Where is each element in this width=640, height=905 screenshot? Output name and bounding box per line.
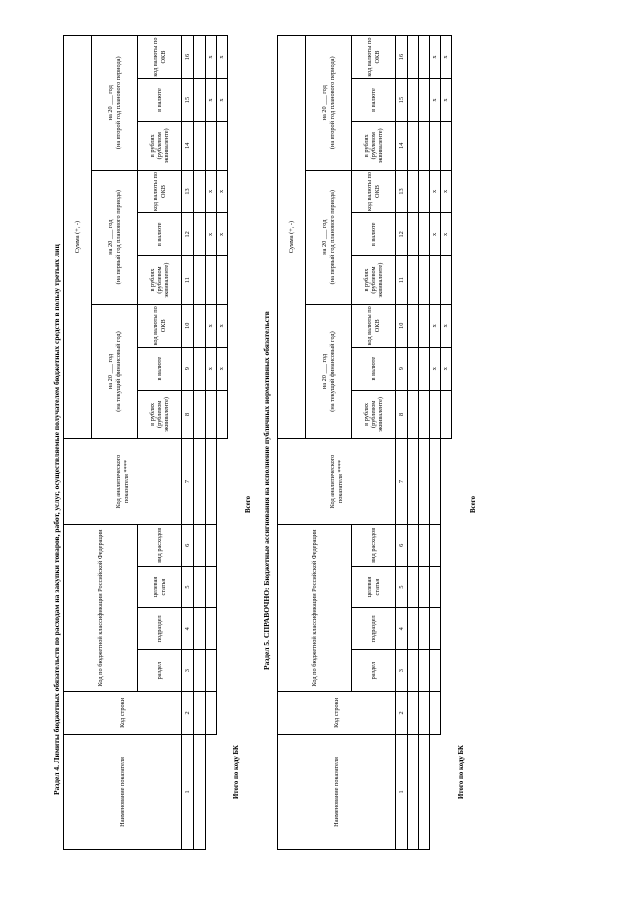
data-row (194, 36, 206, 850)
target-article-col: целевая статья (352, 566, 396, 608)
year2-header: на 20 ___ год (на второй год планового периода) (306, 36, 352, 171)
total-bk-row: x x x x x x (430, 36, 441, 850)
expense-type-col: вид расходов (352, 524, 396, 566)
subsection-col: подраздел (138, 608, 182, 650)
section-5-title: Раздел 5. СПРАВОЧНО: Бюджетные ассигнования на исполнение публичных нормативных обязательств (262, 311, 271, 670)
analytic-code-header: Код аналитического показателя **** (64, 439, 182, 525)
section-col: раздел (138, 650, 182, 692)
row-code-header: Код строки (64, 691, 182, 734)
subsection-col: подраздел (352, 608, 396, 650)
currency-col: в валюте (352, 213, 396, 256)
name-header: Наименование показателя (64, 734, 182, 849)
sum-header: Сумма (+, -) (278, 36, 306, 439)
okv-col: код валюты по ОКВ (138, 304, 182, 347)
total-all-row: x x x x x x (441, 36, 452, 850)
column-numbers-row: 1 2 3 4 5 6 7 8 9 10 11 12 13 14 15 16 (182, 36, 194, 850)
rub-col: в рублях (рублевом эквиваленте) (138, 256, 182, 305)
okv-col: код валюты по ОКВ (138, 36, 182, 79)
section-5-table (277, 35, 452, 850)
currency-col: в валюте (352, 347, 396, 390)
year2-header: на 20 ___ год (на второй год планового периода) (92, 36, 138, 171)
name-header: Наименование показателя (278, 734, 396, 849)
rub-col: в рублях (рублевом эквиваленте) (352, 390, 396, 439)
total-all-label: Всего (245, 496, 252, 513)
expense-type-col: вид расходов (138, 524, 182, 566)
section-col: раздел (352, 650, 396, 692)
year0-header: на 20 ___ год (на текущий финансовый год) (306, 304, 352, 438)
currency-col: в валюте (138, 347, 182, 390)
okv-col: код валюты по ОКВ (138, 170, 182, 213)
sum-header: Сумма (+, -) (64, 36, 92, 439)
total-all-row: x x x x x x (217, 36, 228, 850)
okv-col: код валюты по ОКВ (352, 304, 396, 347)
okv-col: код валюты по ОКВ (352, 36, 396, 79)
year1-header: на 20 ___ год (на первый год планового периода) (306, 170, 352, 304)
total-bk-label: Итого по коду БК (233, 745, 240, 799)
section-4-title: Раздел 4. Лимиты бюджетных обязательств по расходам на закупки товаров, работ, услуг, осуществляемые получателем бюджетных средств в пользу третьих лиц (52, 244, 61, 795)
rub-col: в рублях (рублевом эквиваленте) (138, 390, 182, 439)
currency-col: в валюте (352, 79, 396, 122)
data-row (408, 36, 419, 850)
total-bk-label: Итого по коду БК (458, 745, 465, 799)
okv-col: код валюты по ОКВ (352, 170, 396, 213)
section-4-table (63, 35, 228, 850)
budget-class-header: Код по бюджетной классификации Российской Федерации (278, 524, 352, 691)
rub-col: в рублях (рублевом эквиваленте) (352, 121, 396, 170)
year0-header: на 20 ___ год (на текущий финансовый год) (92, 304, 138, 438)
rub-col: в рублях (рублевом эквиваленте) (138, 121, 182, 170)
row-code-header: Код строки (278, 691, 396, 734)
budget-class-header: Код по бюджетной классификации Российской Федерации (64, 524, 138, 691)
total-all-label: Всего (470, 496, 477, 513)
year1-header: на 20 ___ год (на первый год планового периода) (92, 170, 138, 304)
rub-col: в рублях (рублевом эквиваленте) (352, 256, 396, 305)
currency-col: в валюте (138, 79, 182, 122)
total-bk-row: x x x x x x (206, 36, 217, 850)
currency-col: в валюте (138, 213, 182, 256)
column-numbers-row: 1 2 3 4 5 6 7 8 9 10 11 12 13 14 15 16 (396, 36, 408, 850)
target-article-col: целевая статья (138, 566, 182, 608)
data-row (419, 36, 430, 850)
analytic-code-header: Код аналитического показателя **** (278, 439, 396, 525)
